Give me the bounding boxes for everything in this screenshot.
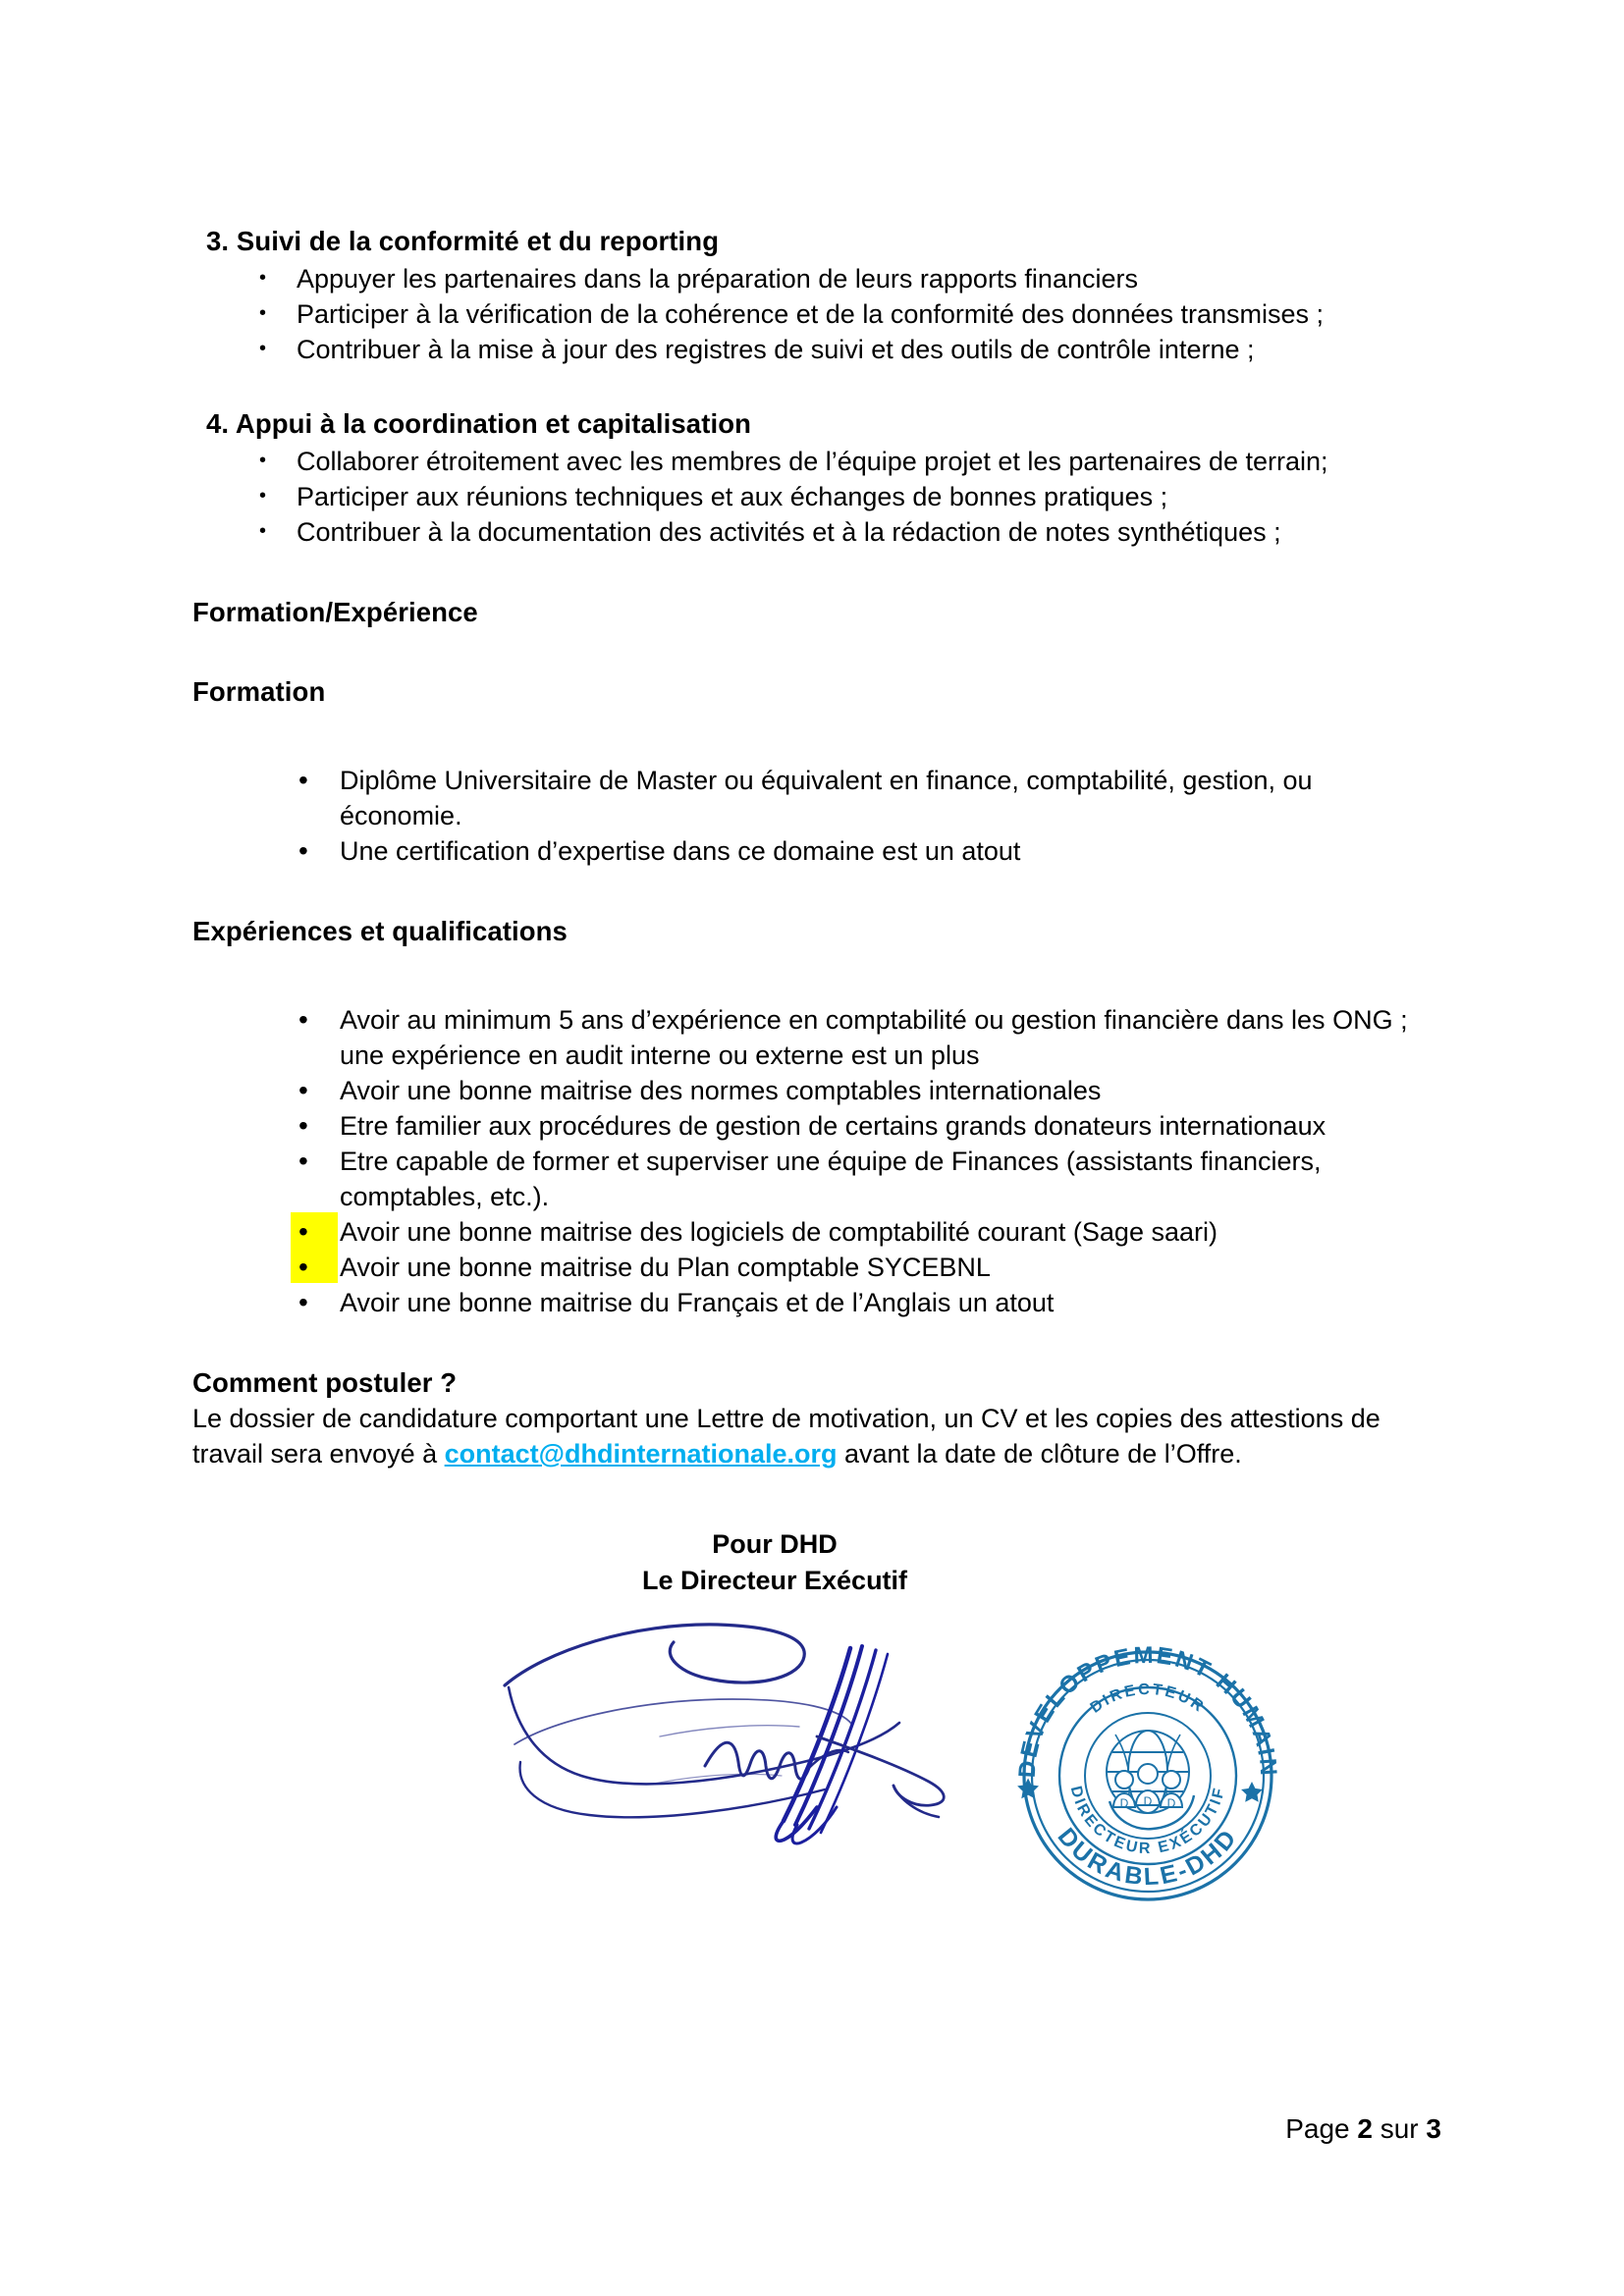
section-4-bullet-list [192,444,1441,550]
section-3-heading: 3. Suivi de la conformité et du reporting [206,226,720,256]
list-item: • Contribuer à la documentation des activités et à la rédaction de notes synthétiques ; [192,514,1441,550]
list-item: • Etre capable de former et superviser une équipe de Finances (assistants financiers, comptables, etc.). [192,1144,1441,1214]
formation-bullet-list [192,763,1441,869]
list-item: • Appuyer les partenaires dans la préparation de leurs rapports financiers [192,261,1441,296]
apply-text-before: Le dossier de candidature comportant une Lettre de motivation, un CV et les copies des attestions de travail sera envoyé à [192,1404,1380,1469]
stamp-inner-top-text: DIRECTEUR [1087,1681,1209,1717]
document-body [192,224,1441,1901]
list-item: • Avoir une bonne maitrise des normes comptables internationales [192,1073,1441,1108]
spacer [192,949,1441,1002]
list-item: • Participer aux réunions techniques et aux échanges de bonnes pratiques ; [192,479,1441,514]
spacer [192,550,1441,595]
signature-area [192,1607,1441,1901]
spacer [192,1320,1441,1365]
handwritten-signature-icon [487,1589,1037,1884]
formation-experience-heading: Formation/Expérience [192,596,478,627]
apply-heading: Comment postuler ? [192,1367,458,1399]
experiences-heading: Expériences et qualifications [192,916,568,947]
section-4-heading: 4. Appui à la coordination et capitalisation [206,407,751,439]
list-item: • Avoir une bonne maitrise du Français et de l’Anglais un atout [192,1285,1441,1320]
list-item: • Contribuer à la mise à jour des registres de suivi et des outils de contrôle interne ; [192,332,1441,367]
section-3 [192,224,1441,367]
footer-middle: sur [1372,2113,1427,2144]
footer-current-page: 2 [1357,2113,1373,2144]
list-item: • Etre familier aux procédures de gestion de certains grands donateurs internationaux [192,1108,1441,1144]
footer-prefix: Page [1285,2113,1358,2144]
svg-text:DEVELOPPEMENT HUMAIN [1014,1642,1282,1779]
apply-text-after: avant la date de clôture de l’Offre. [837,1439,1242,1469]
apply-email-link[interactable]: contact@dhdinternationale.org [444,1439,838,1469]
stamp-outer-top-text: DEVELOPPEMENT HUMAIN [1013,1641,1282,1779]
experiences-bullet-list [192,1002,1441,1320]
list-item-highlighted: • Avoir une bonne maitrise du Plan comptable SYCEBNL [192,1250,1441,1285]
spacer [192,367,1441,406]
svg-text:D: D [1143,1794,1153,1809]
list-item: • Diplôme Universitaire de Master ou équivalent en finance, comptabilité, gestion, ou économie. [192,763,1441,833]
stamp-outer-bottom-text: DURABLE-DHD [1052,1823,1244,1892]
page-footer [192,2112,1441,2146]
signature-line-2: Le Directeur Exécutif [641,1566,908,1596]
list-item: • Participer à la vérification de la cohérence et de la conformité des données transmises ; [192,296,1441,332]
section-3-bullet-list [192,261,1441,367]
spacer [192,869,1441,914]
formation-heading: Formation [192,676,326,708]
svg-text:D: D [1166,1796,1176,1811]
svg-text:DIRECTEUR [1088,1682,1209,1717]
signature-line-1: Pour DHD [712,1529,838,1560]
stamp-inner-bottom-text: DIRECTEUR EXÉCUTIF [1066,1784,1229,1858]
stamp-logo-letters [1120,1794,1176,1810]
spacer [192,710,1441,763]
list-item-highlighted: • Avoir une bonne maitrise des logiciels de comptabilité courant (Sage saari) [192,1214,1441,1250]
list-item: • Avoir au minimum 5 ans d’expérience en comptabilité ou gestion financière dans les ONG ; une expérience en audit interne ou externe est un plus [192,1002,1441,1073]
official-stamp-seal-icon [996,1629,1300,1923]
spacer [192,629,1441,674]
footer-total-pages: 3 [1426,2113,1441,2144]
signature-block [192,1526,1441,1599]
svg-text:D: D [1119,1796,1129,1811]
apply-paragraph [192,1401,1441,1471]
list-item: • Collaborer étroitement avec les membres de l’équipe projet et les partenaires de terrain; [192,444,1441,479]
list-item: • Une certification d’expertise dans ce domaine est un atout [192,833,1441,869]
section-4 [192,406,1441,550]
